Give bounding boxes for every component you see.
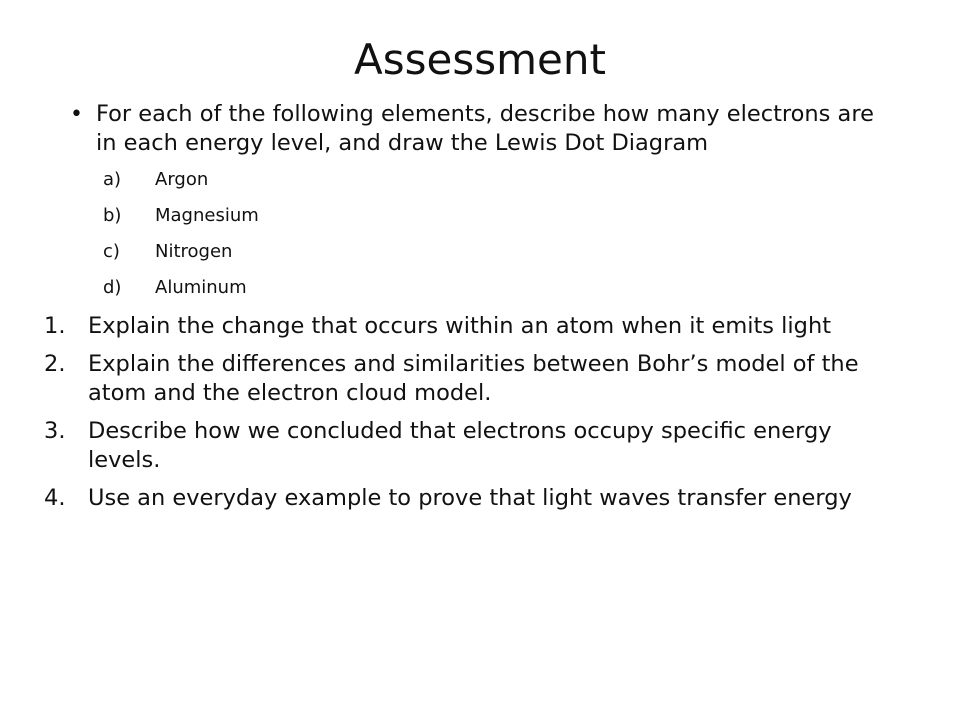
list-item bbox=[103, 240, 930, 264]
question-text: Describe how we concluded that electrons occupy specific energy levels. bbox=[88, 418, 832, 473]
list-item bbox=[103, 276, 930, 300]
question-text: Use an everyday example to prove that light waves transfer energy bbox=[88, 485, 852, 511]
slide-content bbox=[44, 100, 930, 522]
list-item-text: Aluminum bbox=[155, 277, 247, 298]
question-item bbox=[44, 484, 894, 513]
question-number: 3. bbox=[44, 418, 66, 444]
list-item-marker: c) bbox=[103, 241, 120, 262]
bullet-marker: • bbox=[70, 102, 83, 127]
element-list bbox=[103, 168, 930, 300]
question-text: Explain the differences and similarities between Bohr’s model of the atom and the electron cloud model. bbox=[88, 351, 859, 406]
question-item bbox=[44, 312, 894, 341]
list-item-marker: b) bbox=[103, 205, 122, 226]
list-item-marker: a) bbox=[103, 169, 122, 190]
list-item-text: Magnesium bbox=[155, 205, 259, 226]
bullet-item bbox=[70, 100, 896, 158]
bullet-text: For each of the following elements, describe how many electrons are in each energy level, and draw the Lewis Dot Diagram bbox=[96, 101, 874, 156]
question-number: 2. bbox=[44, 351, 66, 377]
list-item-text: Argon bbox=[155, 169, 209, 190]
question-number: 4. bbox=[44, 485, 66, 511]
list-item-text: Nitrogen bbox=[155, 241, 233, 262]
question-item bbox=[44, 350, 894, 408]
list-item-marker: d) bbox=[103, 277, 122, 298]
question-text: Explain the change that occurs within an atom when it emits light bbox=[88, 313, 832, 339]
slide-title: Assessment bbox=[354, 35, 606, 84]
question-item bbox=[44, 417, 894, 475]
question-number: 1. bbox=[44, 313, 66, 339]
question-list bbox=[44, 312, 930, 513]
list-item bbox=[103, 168, 930, 192]
list-item bbox=[103, 204, 930, 228]
